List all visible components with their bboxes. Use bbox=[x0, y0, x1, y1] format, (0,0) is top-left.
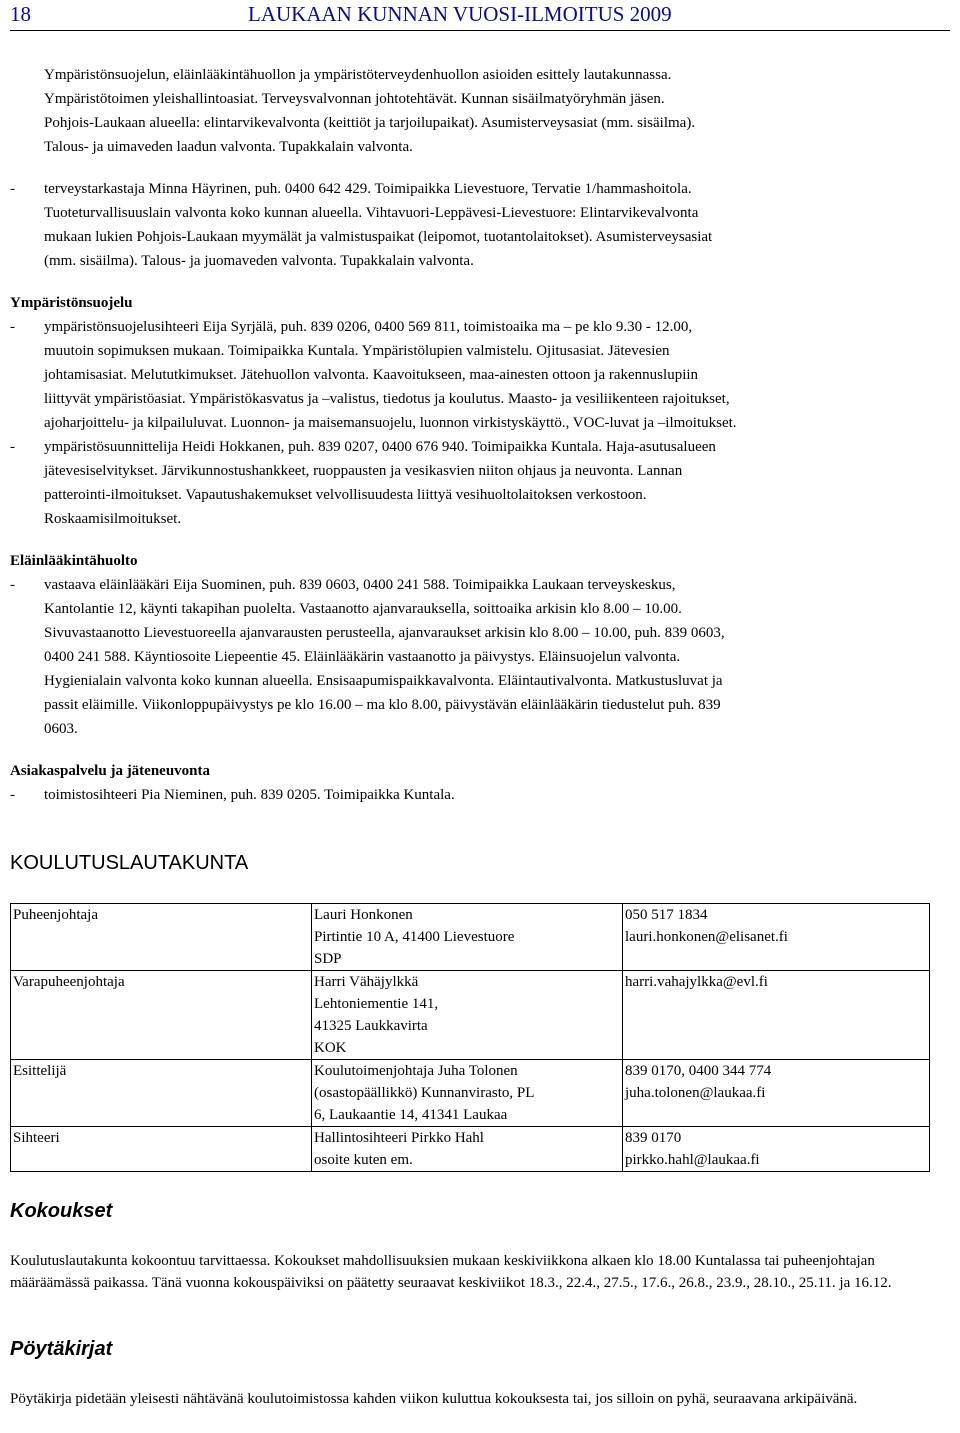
role-cell bbox=[11, 1127, 312, 1172]
veterinary-line: 0400 241 588. Käyntiosoite Liepeentie 45. Eläinlääkärin vastaanotto ja päivystys. Eläinsuojelun valvonta. bbox=[44, 649, 681, 665]
details-cell bbox=[312, 1127, 623, 1172]
table-row bbox=[11, 904, 930, 971]
veterinary-line: vastaava eläinlääkäri Eija Suominen, puh. 839 0603, 0400 241 588. Toimipaikka Laukaan terveyskeskus, bbox=[44, 577, 676, 593]
page-header-title: LAUKAAN KUNNAN VUOSI-ILMOITUS 2009 bbox=[248, 2, 672, 26]
details-line: Koulutoimenjohtaja Juha Tolonen bbox=[314, 1063, 518, 1079]
table-row bbox=[11, 971, 930, 1060]
veterinary-line: Hygienialain valvonta koko kunnan alueella. Ensisaapumispaikkavalvonta. Eläintautivalvonta. Matkustusluvat ja bbox=[44, 673, 723, 689]
minutes-heading: Pöytäkirjat bbox=[10, 1338, 113, 1360]
board-members-table bbox=[10, 903, 930, 1172]
minutes-paragraph: Pöytäkirja pidetään yleisesti nähtävänä koulutoimistossa kahden viikon kuluttua kokouksesta tai, jos silloin on pyhä, seuraavana arkipäivänä. bbox=[10, 1391, 858, 1407]
details-cell bbox=[312, 904, 623, 971]
veterinary-line: passit eläimille. Viikonloppupäivystys pe klo 16.00 – ma klo 8.00, päivystävän eläinlääkärin tiedustelut puh. 839 bbox=[44, 697, 721, 713]
role-text: Sihteeri bbox=[13, 1130, 60, 1146]
list-dash: - bbox=[10, 439, 15, 455]
veterinary-line: Sivuvastaanotto Lievestuoreella ajanvarausten perusteella, ajanvaraukset arkisin klo 8.00 – 10.00, puh. 839 0603, bbox=[44, 625, 725, 641]
list-dash: - bbox=[10, 181, 15, 197]
list-dash: - bbox=[10, 319, 15, 335]
section-heading-environment: Ympäristönsuojelu bbox=[10, 295, 133, 311]
contact-cell bbox=[623, 904, 930, 971]
contact-cell bbox=[623, 1060, 930, 1127]
role-cell bbox=[11, 1060, 312, 1127]
details-line: Hallintosihteeri Pirkko Hahl bbox=[314, 1130, 484, 1146]
details-line: Harri Vähäjylkkä bbox=[314, 974, 419, 990]
role-text: Varapuheenjohtaja bbox=[13, 974, 125, 990]
page-number: 18 bbox=[10, 2, 31, 26]
role-cell bbox=[11, 904, 312, 971]
contact-line: 050 517 1834 bbox=[625, 907, 708, 923]
environment-line: Roskaamisilmoitukset. bbox=[44, 511, 182, 527]
table-row bbox=[11, 1060, 930, 1127]
contact-cell bbox=[623, 1127, 930, 1172]
environment-line: johtamisasiat. Melututkimukset. Jätehuollon valvonta. Kaavoitukseen, maa-ainesten ottoon ja rakennuslupiin bbox=[44, 367, 699, 383]
environment-line: patterointi-ilmoitukset. Vapautushakemukset velvollisuudesta liittyä vesihuoltolaitoksen verkostoon. bbox=[44, 487, 647, 503]
inspector-line: Tuoteturvallisuuslain valvonta koko kunnan alueella. Vihtavuori-Leppävesi-Lievestuore: Elintarvikevalvonta bbox=[44, 205, 699, 221]
environment-line: muutoin sopimuksen mukaan. Toimipaikka Kuntala. Ympäristölupien valmistelu. Ojitusasiat. Jätevesien bbox=[44, 343, 670, 359]
contact-line: pirkko.hahl@laukaa.fi bbox=[625, 1152, 760, 1168]
inspector-line: mukaan lukien Pohjois-Laukaan myymälät ja valmistuspaikat (leipomot, tuotantolaitokset). Asumisterveysasiat bbox=[44, 229, 713, 245]
contact-cell bbox=[623, 971, 930, 1060]
section-title: KOULUTUSLAUTAKUNTA bbox=[10, 852, 249, 874]
details-line: Lehtoniementie 141, bbox=[314, 996, 439, 1012]
details-cell bbox=[312, 1060, 623, 1127]
table-row bbox=[11, 1127, 930, 1172]
role-cell bbox=[11, 971, 312, 1060]
section-heading-customer-service: Asiakaspalvelu ja jäteneuvonta bbox=[10, 763, 211, 779]
details-line: 41325 Laukkavirta bbox=[314, 1018, 428, 1034]
details-line: osoite kuten em. bbox=[314, 1152, 413, 1168]
inspector-line: (mm. sisäilma). Talous- ja juomaveden valvonta. Tupakkalain valvonta. bbox=[44, 253, 474, 269]
contact-line: lauri.honkonen@elisanet.fi bbox=[625, 929, 788, 945]
details-line: (osastopäällikkö) Kunnanvirasto, PL bbox=[314, 1085, 535, 1101]
intro-line: Talous- ja uimaveden laadun valvonta. Tupakkalain valvonta. bbox=[44, 139, 413, 155]
environment-line: ympäristönsuojelusihteeri Eija Syrjälä, puh. 839 0206, 0400 569 811, toimistoaika ma – pe klo 9.30 - 12.00, bbox=[44, 319, 693, 335]
list-dash: - bbox=[10, 577, 15, 593]
contact-line: juha.tolonen@laukaa.fi bbox=[625, 1085, 766, 1101]
intro-line: Ympäristötoimen yleishallintoasiat. Terveysvalvonnan johtotehtävät. Kunnan sisäilmatyöryhmän jäsen. bbox=[44, 91, 665, 107]
details-line: SDP bbox=[314, 951, 342, 967]
contact-line: harri.vahajylkka@evl.fi bbox=[625, 974, 768, 990]
contact-line: 839 0170 bbox=[625, 1130, 682, 1146]
meetings-paragraph: Koulutuslautakunta kokoontuu tarvittaessa. Kokoukset mahdollisuuksien mukaan keskiviikkona alkaen klo 18.00 Kuntalassa tai puheenjohtajan määräämässä paikassa. Tänä vuonna kokouspäiviksi on päätetty seuraavat keskiviikot 18.3., 22.4., 27.5., 17.6., 26.8., 23.9., 28.10., 25.11. ja 16.12. bbox=[10, 1253, 892, 1291]
veterinary-line: 0603. bbox=[44, 721, 78, 737]
details-line: Pirtintie 10 A, 41400 Lievestuore bbox=[314, 929, 515, 945]
environment-line: ympäristösuunnittelija Heidi Hokkanen, puh. 839 0207, 0400 676 940. Toimipaikka Kuntala. Haja-asutusalueen bbox=[44, 439, 716, 455]
details-line: 6, Laukaantie 14, 41341 Laukaa bbox=[314, 1107, 508, 1123]
environment-line: liittyvät ympäristöasiat. Ympäristökasvatus ja –valistus, tiedotus ja koulutus. Maasto- ja vesiliikenteen rajoitukset, bbox=[44, 391, 730, 407]
role-text: Puheenjohtaja bbox=[13, 907, 98, 923]
details-line: Lauri Honkonen bbox=[314, 907, 413, 923]
veterinary-line: Kantolantie 12, käynti takapihan puolelta. Vastaanotto ajanvarauksella, soittoaika arkisin klo 8.00 – 10.00. bbox=[44, 601, 682, 617]
inspector-line: terveystarkastaja Minna Häyrinen, puh. 0400 642 429. Toimipaikka Lievestuore, Tervatie 1/hammashoitola. bbox=[44, 181, 692, 197]
environment-line: jätevesiselvitykset. Järvikunnostushankkeet, ruoppausten ja vesikasvien niiton ohjaus ja neuvonta. Lannan bbox=[44, 463, 683, 479]
customer-service-line: toimistosihteeri Pia Nieminen, puh. 839 0205. Toimipaikka Kuntala. bbox=[44, 787, 455, 803]
list-dash: - bbox=[10, 787, 15, 803]
details-line: KOK bbox=[314, 1040, 347, 1056]
environment-line: ajoharjoittelu- ja kilpailuluvat. Luonnon- ja maisemansuojelu, luonnon virkistyskäyttö., VOC-luvat ja –ilmoitukset. bbox=[44, 415, 737, 431]
meetings-heading: Kokoukset bbox=[10, 1200, 113, 1222]
intro-line: Ympäristönsuojelun, eläinlääkintähuollon ja ympäristöterveydenhuollon asioiden esittely lautakunnassa. bbox=[44, 67, 672, 83]
contact-line: 839 0170, 0400 344 774 bbox=[625, 1063, 772, 1079]
intro-line: Pohjois-Laukaan alueella: elintarvikevalvonta (keittiöt ja tarjoilupaikat). Asumisterveysasiat (mm. sisäilma). bbox=[44, 115, 696, 131]
details-cell bbox=[312, 971, 623, 1060]
section-heading-veterinary: Eläinlääkintähuolto bbox=[10, 553, 138, 569]
page-header bbox=[10, 2, 950, 31]
role-text: Esittelijä bbox=[13, 1063, 67, 1079]
